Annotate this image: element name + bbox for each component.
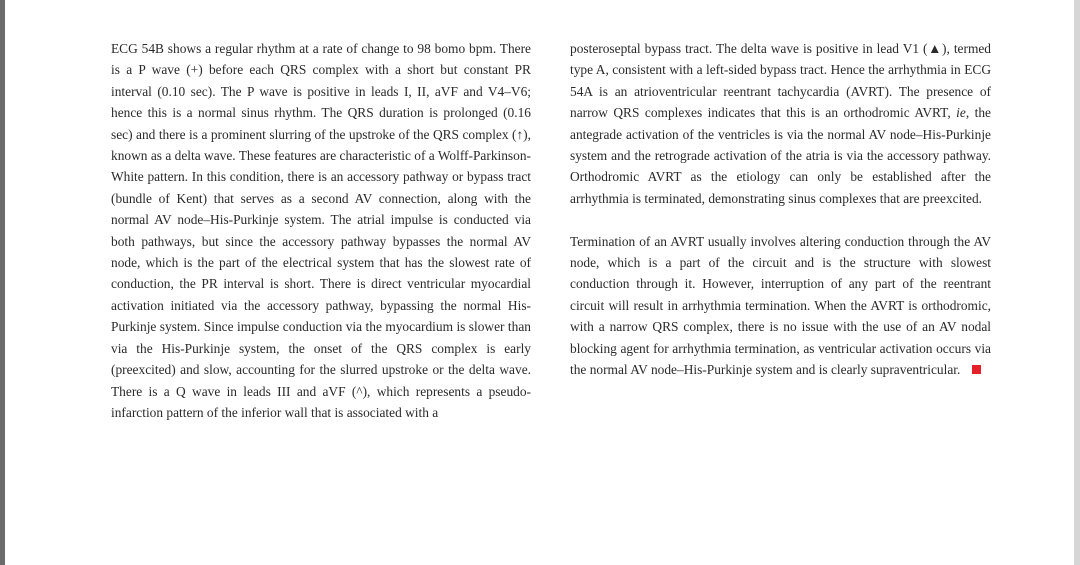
right-column-paragraph-1 <box>570 38 991 209</box>
paragraph-2-text: Termination of an AVRT usually involves altering conduction through the AV node, which is a part of the circuit and is the structure with slowest conduction through it. However, interruption of any part of the reentrant circuit will result in arrhythmia termination. When the AVRT is orthodromic, with a narrow QRS complex, there is no issue with the use of an AV nodal blocking agent for arrhythmia termination, as ventricular activation occurs via the normal AV node–His-Purkinje system and is clearly supraventricular. <box>570 233 991 378</box>
italic-ie: ie <box>956 105 966 121</box>
end-of-article-square-icon <box>972 365 981 374</box>
paragraph-1-text-start: posteroseptal bypass tract. The delta wave is positive in lead V1 (▲), termed type A, consistent with a left-sided bypass tract. Hence the arrhythmia in ECG 54A is an atrioventricular reentrant tachycardia (AVRT). The presence of narrow QRS complexes indicates that this is an orthodromic AVRT, <box>570 41 991 121</box>
left-column <box>111 38 531 423</box>
left-edge-bar <box>0 0 5 565</box>
right-column <box>570 38 991 380</box>
paragraph-1-text-end: , the antegrade activation of the ventricles is via the normal AV node–His-Purkinje system and the retrograde activation of the atria is via the accessory pathway. Orthodromic AVRT as the etiology can only be established after the arrhythmia is terminated, demonstrating sinus complexes that are preexcited. <box>570 105 991 206</box>
right-column-paragraph-2 <box>570 231 991 381</box>
right-scrollbar-track[interactable] <box>1074 0 1080 565</box>
left-column-paragraph: ECG 54B shows a regular rhythm at a rate of change to 98 bomo bpm. There is a P wave (+) before each QRS complex with a short but constant PR interval (0.10 sec). The P wave is positive in leads I, II, aVF and V4–V6; hence this is a normal sinus rhythm. The QRS duration is prolonged (0.16 sec) and there is a prominent slurring of the upstroke of the QRS complex (↑), known as a delta wave. These features are characteristic of a Wolff-Parkinson-White pattern. In this condition, there is an accessory pathway or bypass tract (bundle of Kent) that serves as a second AV connection, along with the normal AV node–His-Purkinje system. The atrial impulse is conducted via both pathways, but since the accessory pathway bypasses the normal AV node, which is the part of the electrical system that has the slowest rate of conduction, the PR interval is short. There is direct ventricular myocardial activation initiated via the accessory pathway, bypassing the normal His-Purkinje system. Since impulse conduction via the myocardium is slower than via the His-Purkinje system, the onset of the QRS complex is early (preexcited) and slow, accounting for the slurred upstroke or the delta wave. There is a Q wave in leads III and aVF (^), which represents a pseudo-infarction pattern of the inferior wall that is associated with a <box>111 41 531 420</box>
